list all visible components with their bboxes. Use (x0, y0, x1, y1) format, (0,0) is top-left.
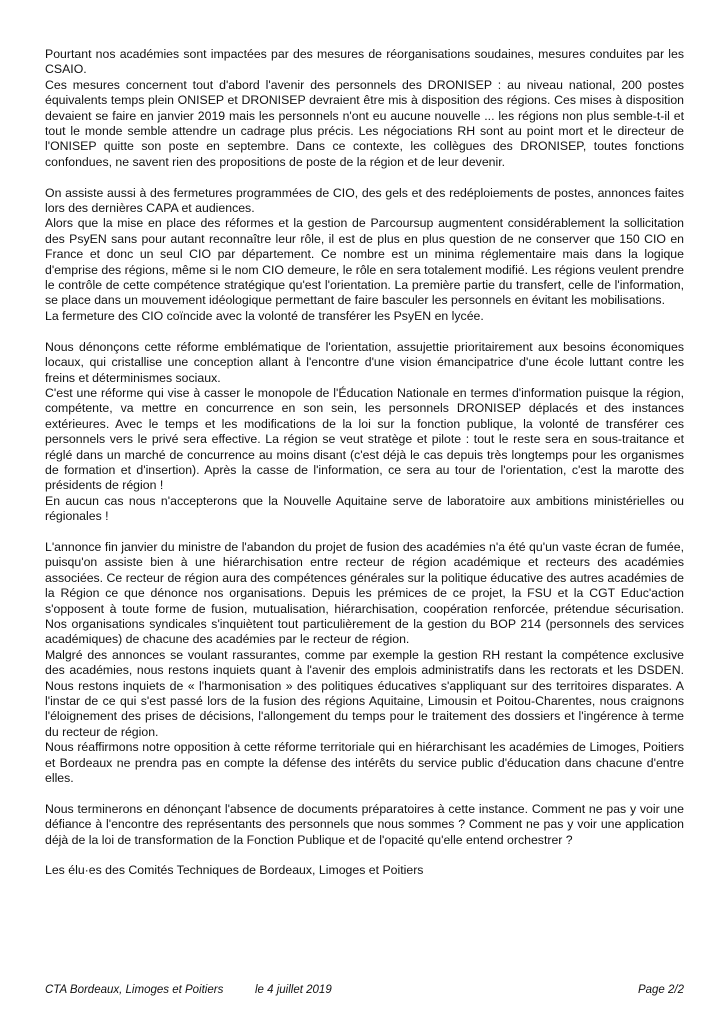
paragraph-psyen-lycee: La fermeture des CIO coïncide avec la volonté de transférer les PsyEN en lycée. (45, 308, 484, 323)
paragraph-csaio: Pourtant nos académies sont impactées par des mesures de réorganisations soudaines, mesures conduites par les CSAIO. (45, 47, 684, 77)
paragraph-nouvelle-aquitaine: En aucun cas nous n'accepterons que la Nouvelle Aquitaine serve de laboratoire aux ambitions ministérielles ou régionales ! (45, 493, 684, 524)
paragraph-parcoursup: Alors que la mise en place des réformes et la gestion de Parcoursup augmentent considérablement la sollicitation des PsyEN sans pour autant reconnaître leur rôle, il est de plus en plus question de ne conserver que 150 CIO en France et donc un seul CIO par département. Ce nombre est un minima réglementaire mais dans la logique d'emprise des régions, même si le nom CIO demeure, le rôle en sera totalement modifié. Les régions veulent prendre le contrôle de cette compétence stratégique qu'est l'orientation. La première partie du transfert, celle de l'information, se place dans un mouvement idéologique permettant de faire basculer les personnels en évitant les mobilisations. (45, 216, 684, 308)
paragraph-denonciation-reforme: Nous dénonçons cette réforme emblématique de l'orientation, assujettie prioritairement aux besoins économiques locaux, qui cristallise une conception allant à l'encontre d'une vision émancipatrice d'une école luttant contre les freins et déterminismes sociaux. (45, 339, 684, 385)
paragraph-fermetures-cio: On assiste aussi à des fermetures programmées de CIO, des gels et des redéploiements de postes, annonces faites lors des dernières CAPA et audiences. (45, 185, 684, 216)
paragraph-opposition: Nous réaffirmons notre opposition à cette réforme territoriale qui en hiérarchisant les académies de Limoges, Poitiers et Bordeaux ne prendra pas en compte la défense des intérêts du service public d'éducation dans chacune d'entre elles. (45, 740, 684, 786)
footer-page-number: Page 2/2 (637, 984, 684, 996)
document-body (45, 47, 684, 879)
paragraph-monopole: C'est une réforme qui vise à casser le monopole de l'Éducation Nationale en termes d'information puisque la région, compétente, va mettre en concurrence en son sein, les personnels DRONISEP déplacés et des instances extérieures. Avec le temps et les modifications de la loi sur la fonction publique, la volonté de transférer ces personnels vers le privé sera effective. La région se veut stratège et pilote : tout le reste sera en sous-traitance et réglé dans un marché de concurrence au moins disant (c'est déjà le cas depuis très longtemps pour les organismes de formation et d'insertion). Après la casse de l'information, ce sera au tour de l'orientation, c'est la marotte des présidents de région ! (45, 385, 684, 493)
paragraph-dronisep: Ces mesures concernent tout d'abord l'avenir des personnels des DRONISEP : au niveau national, 200 postes équivalents temps plein ONISEP et DRONISEP devraient être mis à disposition des régions. Ces mises à disposition devaient se faire en janvier 2019 mais les personnels n'ont eu aucune nouvelle ... les régions non plus semble-t-il et tout le monde semble attendre un cadrage plus précis. Les négociations RH sont au point mort et le directeur de l'ONISEP quitte son poste en septembre. Dans ce contexte, les collègues des DRONISEP, toutes fonctions confondues, ne savent rien des propositions de poste de la région et de leur devenir. (45, 77, 684, 169)
footer-date: le 4 juillet 2019 (255, 984, 332, 996)
paragraph-documents-preparatoires: Nous terminerons en dénonçant l'absence de documents préparatoires à cette instance. Comment ne pas y voir une défiance à l'encontre des représentants des personnels que nous sommes ? Comment ne pas y voir une application déjà de la loi de transformation de la Fonction Publique et de l'opacité qu'elle entend orchestrer ? (45, 801, 684, 847)
footer-document-title: CTA Bordeaux, Limoges et Poitiers (45, 984, 224, 996)
paragraph-annonces-rassurantes: Malgré des annonces se voulant rassurantes, comme par exemple la gestion RH restant la compétence exclusive des académies, nous restons inquiets quant à l'avenir des emplois administratifs dans les rectorats et les DSDEN. Nous restons inquiets de « l'harmonisation » des politiques éducatives s'appliquant sur des territoires disparates. A l'instar de ce qui s'est passé lors de la fusion des régions Aquitaine, Limousin et Poitou-Charentes, nous craignons l'éloignement des prises de décisions, l'allongement du temps pour le traitement des dossiers et l'ingérence à terme du recteur de région. (45, 647, 684, 739)
signature-line: Les élu·es des Comités Techniques de Bordeaux, Limoges et Poitiers (45, 863, 424, 878)
paragraph-fusion-academies: L'annonce fin janvier du ministre de l'abandon du projet de fusion des académies n'a été qu'un vaste écran de fumée, puisqu'on assiste bien à une hiérarchisation entre recteur de région académique et recteurs des académies associées. Ce recteur de région aura des compétences générales sur la politique éducative des autres académies de la Région ce que dénonce nos organisations. Depuis les prémices de ce projet, la FSU et la CGT Educ'action s'opposent à toute forme de fusion, mutualisation, hiérarchisation, coopération renforcée, prétendue sécurisation. Nos organisations syndicales s'inquiètent tout particulièrement de la gestion du BOP 214 (personnels des services académiques) de chacune des académies par le recteur de région. (45, 539, 684, 647)
